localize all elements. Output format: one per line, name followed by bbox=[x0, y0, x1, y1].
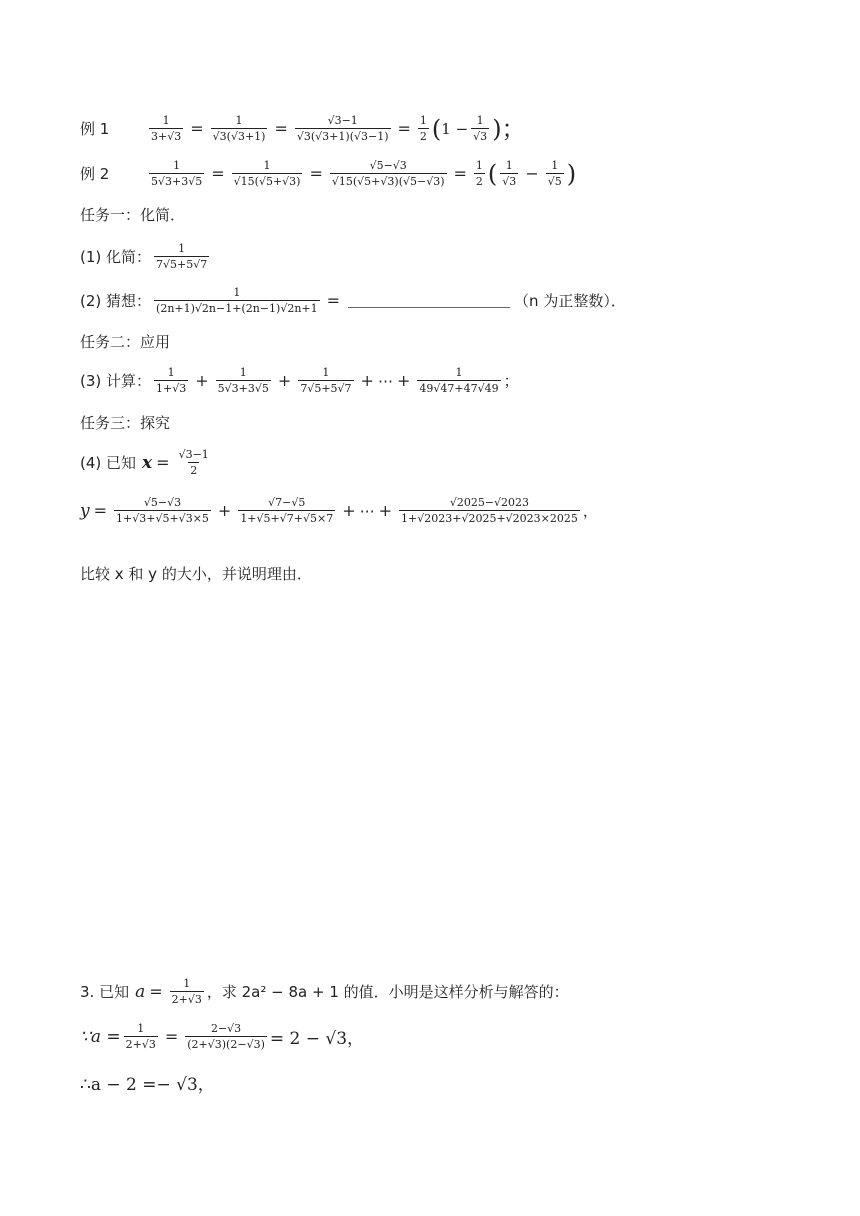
fraction: $\frac{1}{1+√3}$ bbox=[156, 366, 187, 395]
answer-blank[interactable] bbox=[348, 293, 510, 308]
fraction: $\frac{1}{(2n+1)√2n-1+(2n-1)√2n+1}$ bbox=[156, 286, 318, 315]
question-1 bbox=[80, 242, 212, 271]
because-lead: ∵a = bbox=[80, 1026, 121, 1047]
variable-a: a bbox=[135, 981, 146, 1002]
fraction: $\frac{√7-√5}{1+√5+√7+√5\times 7}$ bbox=[240, 496, 334, 525]
fraction: $\frac{√3-1}{√3(√3+1)(√3-1)}$ bbox=[296, 114, 389, 143]
task-1-title: 任务一：化简． bbox=[80, 206, 186, 224]
ellipsis: ⋯ bbox=[359, 501, 375, 520]
fraction: $\frac{1}{√5}$ bbox=[547, 159, 562, 188]
because-step: ∵a = $\frac{1}{2+√3}$ = $\frac{2-√3}{(2+√3)(2-√3)}$ = 2 − √3， bbox=[80, 1022, 365, 1051]
example-2: 例 2 $\frac{1}{5√3+3√5}$ = $\frac{1}{√15(√5+√3)}$ = $\frac{√5-√3}{√15(√5+√3)(√5-√3)}$ = $\frac{1}{2}$ ( $\frac{1}{√3}$ − $\frac{1}{√5}$ ) bbox=[80, 159, 577, 188]
question-1-label: (1) 化简： bbox=[80, 248, 152, 266]
problem-3-rest: ，求 2a² − 8a + 1 的值．小明是这样分析与解答的： bbox=[206, 983, 569, 1001]
fraction: $\frac{√3-1}{2}$ bbox=[178, 448, 209, 477]
compare-instruction: 比较 x 和 y 的大小，并说明理由． bbox=[80, 565, 312, 583]
fraction: $\frac{√5-√3}{√15(√5+√3)(√5-√3)}$ bbox=[331, 159, 445, 188]
fraction: $\frac{2-√3}{(2+√3)(2-√3)}$ bbox=[187, 1022, 265, 1051]
punctuation: ， bbox=[582, 502, 598, 520]
variable-x: x bbox=[142, 452, 153, 473]
fraction: $\frac{1}{2}$ bbox=[419, 114, 427, 143]
fraction: $\frac{1}{√15(√5+√3)}$ bbox=[233, 159, 301, 188]
question-4: (4) 已知 x = $\frac{√3-1}{2}$ bbox=[80, 448, 209, 477]
question-3: (3) 计算： $\frac{1}{1+√3}$ + $\frac{1}{5√3+3√5}$ + $\frac{1}{7√5+5√7}$ + ⋯ + $\frac{1}{49√47+47√49}$ ； bbox=[80, 366, 519, 395]
question-2: (2) 猜想： $\frac{1}{(2n+1)√2n-1+(2n-1)√2n+1}$ = （n 为正整数）． bbox=[80, 286, 626, 315]
fraction: $\frac{1}{3+√3}$ bbox=[151, 114, 182, 143]
question-3-label: (3) 计算： bbox=[80, 372, 152, 390]
problem-3-lead: 3. 已知 bbox=[80, 983, 130, 1001]
closing: )； bbox=[492, 114, 526, 143]
fraction: $\frac{1}{√3(√3+1)}$ bbox=[212, 114, 266, 143]
y-definition: y = $\frac{√5-√3}{1+√3+√5+√3\times 5}$ + $\frac{√7-√5}{1+√5+√7+√5\times 7}$ + ⋯ + $\frac{√2025-√2023}{1+√2023+√2025+√2023\times 2025}$ ， bbox=[80, 496, 598, 525]
fraction: $\frac{1}{5√3+3√5}$ bbox=[217, 366, 269, 395]
example-1-label: 例 1 bbox=[80, 120, 110, 138]
fraction: $\frac{1}{2+√3}$ bbox=[171, 977, 202, 1006]
question-2-suffix: （n 为正整数）． bbox=[514, 292, 626, 310]
fraction: $\frac{1}{49√47+47√49}$ bbox=[419, 366, 499, 395]
fraction: $\frac{1}{7√5+5√7}$ bbox=[300, 366, 352, 395]
fraction: $\frac{1}{2}$ bbox=[475, 159, 483, 188]
question-4-label: (4) 已知 bbox=[80, 454, 137, 472]
problem-3: 3. 已知 a = $\frac{1}{2+√3}$ ，求 2a² − 8a + 1 的值．小明是这样分析与解答的： bbox=[80, 977, 569, 1006]
example-2-label: 例 2 bbox=[80, 165, 110, 183]
fraction: $\frac{1}{√3}$ bbox=[502, 159, 517, 188]
punctuation: ； bbox=[503, 372, 519, 390]
expression-text: 1 − bbox=[441, 119, 469, 138]
fraction: $\frac{1}{5√3+3√5}$ bbox=[151, 159, 203, 188]
fraction: $\frac{√2025-√2023}{1+√2023+√2025+√2023\times 2025}$ bbox=[401, 496, 578, 525]
ellipsis: ⋯ bbox=[377, 371, 393, 390]
fraction: $\frac{1}{√3}$ bbox=[473, 114, 488, 143]
fraction: $\frac{√5-√3}{1+√3+√5+√3\times 5}$ bbox=[116, 496, 209, 525]
task-2-title: 任务二：应用 bbox=[80, 333, 171, 351]
therefore-step: ∴a − 2 =− √3， bbox=[80, 1075, 215, 1095]
fraction: $\frac{1}{7√5+5√7}$ bbox=[156, 242, 208, 271]
question-2-label: (2) 猜想： bbox=[80, 292, 152, 310]
variable-y: y bbox=[80, 500, 90, 521]
task-3-title: 任务三：探究 bbox=[80, 414, 171, 432]
because-result: = 2 − √3， bbox=[269, 1029, 365, 1049]
example-1: 例 1 $\frac{1}{3+√3}$ = $\frac{1}{√3(√3+1)}$ = $\frac{√3-1}{√3(√3+1)(√3-1)}$ = $\frac{1}{2}$ ( 1 − $\frac{1}{√3}$ )； bbox=[80, 114, 526, 143]
fraction: $\frac{1}{2+√3}$ bbox=[125, 1022, 156, 1051]
closing: ) bbox=[566, 159, 577, 188]
